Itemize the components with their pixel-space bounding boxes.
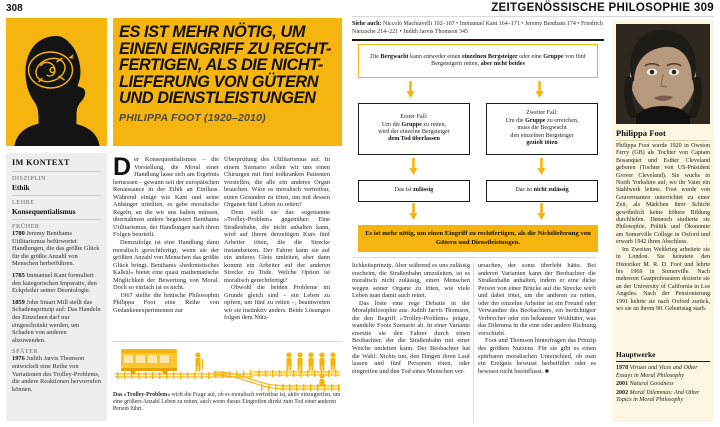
case-right-line1-post: zu erreichen, [545, 117, 579, 124]
body-paragraph: Obwohl die beiden Probleme im Grunde gleich sind – ein Leben zu opfern, um fünf zu retten –, beantworten wir sie instinktiv anders. Beide Lösungen folgen dem Nütz- [224, 284, 330, 322]
body-column-1 [113, 153, 219, 341]
body-paragraph: 1967 stellte die britische Philosophin Philippa Foot eine Reihe von Gedankenexperimenten zur [113, 291, 219, 314]
timeline-text: Immanuel Kant formuliert den kategorischen Imperativ, den Eckpfeiler seiner Deontologie. [12, 271, 97, 295]
biography-name: Philippa Foot [616, 128, 666, 138]
sidebar-label-lehre: LEHRE [12, 199, 35, 206]
diagram-conclusion-box [358, 225, 598, 252]
timeline-later [12, 355, 101, 393]
timeline-earlier [12, 230, 101, 344]
head-silhouette-icon [6, 18, 107, 146]
result-left-bold: zulässig [412, 187, 434, 194]
drop-cap: D [113, 153, 132, 181]
timeline-text: John Stuart Mill stellt das Schadensprinzip auf: Das Handeln des Einzelnen darf nur eingeschränkt werden, um Schaden von anderen abzuwenden. [12, 298, 101, 344]
work-year: 2001 [616, 381, 629, 387]
body-paragraph: Demzufolge ist eine Handlung dann moralisch gerechtfertigt, wenn sie der größten Anzahl von Menschen das größte Glück bringt. Benthams »hedonistisches Kalkül« bietet eine quasi mathematische Möglichkeit der Bewertung von Moral. Doch so einfach ist es nicht. [113, 239, 219, 292]
premise-text: oder eine [517, 53, 544, 60]
timeline-entry [12, 299, 101, 345]
arrow-down-icon [409, 158, 418, 176]
arrow-down-icon [537, 203, 546, 221]
premise-emphasis: aber nicht beides [480, 61, 525, 67]
header-divider [352, 16, 714, 17]
work-item [616, 390, 710, 405]
arrow-down-icon [409, 203, 418, 221]
title-subtitle: PHILIPPA FOOT (1920–2010) [119, 111, 266, 124]
body-paragraph: Überprüfung des Utilitarismus auf. In einem Szenario sollen wir uns einen Chirurgen mit fünf todkranken Patienten vorstellen, die alle ein anderes Organ brauchen. Wäre es moralisch vertretbar, einen Gesunden zu töten, um mit dessen Organen fünf Leben zu retten? [224, 156, 330, 209]
body-column-2 [224, 156, 330, 341]
works-title: Hauptwerke [616, 350, 656, 359]
title-block [119, 24, 338, 124]
timeline-entry [12, 230, 101, 268]
biography-paragraph: Im Zweiten Weltkrieg arbeitete sie in London. Sie heiratete den Historiker M. R. D. Foot und lehrte bis 1969 in Somerville. Nach mehreren Gastprofessuren dozierte sie an der University of California in Los Angeles. Nach der Pensionierung 1991 kehrte sie nach Oxford zurück, wo sie an ihrem 90. Geburtstag starb. [616, 246, 710, 312]
divider [113, 341, 342, 342]
timeline-text: Judith Jarvis Thomson entwickelt eine Reihe von Variationen des Trolley-Problems, die andere Reaktionen hervorrufen können. [12, 355, 101, 393]
sidebar-label-disziplin: DISZIPLIN [12, 175, 47, 182]
timeline-year: 1785 [12, 271, 25, 279]
case-left-line3: dem Tod überlassen [388, 136, 440, 143]
result-right-bold: nicht zulässig [533, 187, 569, 194]
result-left-pre: Das ist [394, 187, 413, 194]
premise-text: von fünf Bergsteigern retten, [431, 53, 586, 67]
premise-text: Die [370, 53, 381, 60]
biography-text [616, 143, 710, 313]
diagram-case-right [486, 103, 598, 155]
premise-emphasis: Gruppe [543, 53, 564, 60]
diagram-conclusion-text: Es ist mehr nötig, um einen Eingriff zu rechtfertigen, als die Nichtlieferung von Gütern und Dienstleistungen. [365, 230, 591, 246]
work-title: Moral Dilemmas: And Other Topics in Moral Philosophy [616, 389, 700, 403]
column-divider [473, 262, 474, 422]
head-illustration [6, 18, 107, 146]
case-right-line3: den einzelnen Bergsteiger [510, 132, 574, 139]
sidebar-label-frueher: FRÜHER [12, 223, 40, 230]
portrait-image [616, 24, 710, 124]
flow-diagram [352, 44, 604, 252]
sidebar-value-disziplin: Ethik [12, 183, 30, 192]
trolley-problem-diagram-icon [113, 346, 342, 392]
body-paragraph: ursachen, der sonst überlebt hätte. Bei anderen Varianten kann der Beobachter die Straßenbahn anhalten, indem er eine dicke Person von einer Brücke auf die Strecke wirft und dabei tötet, um die anderen zu retten, oder der einzelne Arbeiter ist ein Freund oder Verwandter des Beobachters, ein berüchtigter Verbrecher oder ein bekannter Wohltäter, was das Dilemma in die eine oder andere Richtung verschiebt. [478, 262, 596, 337]
trolley-caption [113, 392, 342, 413]
case-right-label: Zweiter Fall: [526, 110, 558, 117]
premise-emphasis: einzelnen Bergsteiger [461, 53, 518, 60]
divider [616, 140, 710, 141]
case-left-line1-pre: Um die [381, 121, 402, 128]
case-right-line4: gezielt töten [526, 140, 558, 147]
caption-text: wirft die Frage auf, ob es moralisch vertretbar ist, aktiv einzugreifen, um eine größere Anzahl Leben zu retten, auch wenn dieses Eingreifen direkt zum Tod einer anderen Person führt. [113, 392, 341, 412]
page-number-right: 309 [693, 2, 714, 14]
case-right-line1-pre: Um die [505, 117, 526, 124]
diagram-result-left [358, 180, 470, 202]
timeline-entry [12, 355, 101, 393]
tram-icon [121, 349, 177, 375]
divider [616, 361, 710, 362]
sidebar-value-lehre: Konsequentialismus [12, 207, 76, 216]
section-header [491, 2, 714, 14]
context-sidebar [6, 153, 107, 421]
work-year: 1978 [616, 365, 629, 371]
divider [12, 195, 101, 196]
case-left-line1-post: zu retten, [421, 121, 447, 128]
case-right-line1-bold: Gruppe [525, 117, 546, 124]
lone-worker-figure [195, 352, 203, 371]
page-number-left: 308 [6, 3, 23, 14]
case-right-line2: muss die Bergwacht [517, 125, 567, 132]
premise-emphasis: Bergwacht [380, 53, 409, 60]
body-paragraph: Der Konsequentialismus – die Vorstellung, die Moral einer Handlung lasse sich am Ergebnis bemessen – gewann seit der europäischen Renaissance in der Ethik an Einfluss. Während einige wie Kant und seine Anhänger urteilten, es gebe moralische Regeln, an die wir uns halten müssen, übernahmen andere begeistert Benthams Utilitarismus, der Handlungen nach ihren Folgen beurteilt. [113, 153, 219, 239]
work-title: Natural Goodness [628, 381, 674, 387]
see-also [352, 20, 604, 36]
diagram-case-left [358, 103, 470, 155]
timeline-text: Jeremy Benthams Utilitarismus befürwortet Handlungen, die das größte Glück für die größte Anzahl von Menschen herbeiführen. [12, 230, 100, 268]
case-left-line2: wird der einzelne Bergsteiger [378, 129, 450, 135]
case-left-line1-bold: Gruppe [401, 121, 422, 128]
trolley-illustration [113, 346, 342, 392]
page-title: ES IST MEHR NÖTIG, UM EINEN EINGRIFF ZU RECHT-FERTIGEN, ALS DIE NICHT-LIEFERUNG VON GÜTERN UND DIENSTLEISTUNGEN [119, 23, 332, 108]
body-paragraph: Dem stellt sie das sogenannte »Trolley-Problem« gegenüber: Eine Straßenbahn, die nicht anhalten kann, wird auf ihrem derzeitigen Kurs fünf Arbeiter töten, die die Strecke instandsetzen. Der Fahrer kann sie auf ein anderes Gleis umleiten, aber dann kommt ein Arbeiter auf der anderen Strecke zu Tode. Welche Option ist moralisch gerechtfertigt? [224, 208, 330, 284]
single-worker-branch [319, 373, 324, 386]
diagram-result-right [486, 180, 598, 202]
see-also-entries: Niccolò Machiavelli 102–107 • Immanuel Kant 164–171 • Jeremy Bentham 174 • Friedrich Nietzsche 214–221 • Judith Jarvis Thomson 345 [352, 21, 603, 35]
timeline-entry [12, 272, 101, 295]
sidebar-label-spaeter: SPÄTER [12, 348, 39, 356]
arrow-down-icon [537, 158, 546, 176]
body-paragraph: lichkeitsprinzip. Aber während es uns zulässig erscheint, die Straßenbahn umzuleiten, ist es moralisch nicht zulässig, einen Menschen wegen seiner Organe zu töten, wie viele Leben man damit auch rettet. [352, 262, 470, 300]
timeline-year: 1859 [12, 298, 25, 306]
body-column-4 [478, 262, 596, 424]
arrow-down-icon [535, 81, 544, 99]
body-paragraph: Foot und Thomson hinterfragen das Prinzip des größten Nutzens. Für sie gibt es einen spürbaren moralischen Unterschied, ob man ein Ereignis bewusst herbeiführt oder es bewusst nicht beeinflusst. ■ [478, 337, 596, 375]
worker-group-five [286, 352, 335, 370]
body-column-3 [352, 262, 470, 424]
timeline-year: 1780 [12, 230, 25, 237]
work-item [616, 381, 710, 389]
biography-paragraph: Philippa Foot wurde 1920 in Owston Ferry (GB) als Tochter von Captain Bosanquet und Esther Cleveland geboren (Tochter von US-Präsident Grover Cleveland). Sie wuchs in North Yorkshire auf, wo ihr Vater ein Stahlwerk leitete. Foot wurde von Gouvernanten unterrichtet zu einer Zeit, als Mädchen ihrer Schicht gewöhnlich keine höhere Bildung durchliefen. Dennoch studierte sie Philosophie, Politik und Ökonomie am Somerville College in Oxford und erwarb 1942 ihren Abschluss. [616, 143, 710, 246]
work-item [616, 365, 710, 380]
sidebar-title: IM KONTEXT [12, 158, 70, 167]
body-paragraph: Das löste eine rege Debatte in der Moralphilosophie aus. Judith Jarvis Thomson, die den Begriff »Trolley-Problem« prägte, wandelte Foots Szenario ab. In einer Variante ersetzte sie den Fahrer durch einen Beobachter, der die Straßenbahn mit einer Weiche umleiten kann. Der Beobachter hat die Wahl: Nichts tun, den Dingen ihren Lauf lassen und fünf Personen töten, oder eingreifen und den Tod eines Menschen ver- [352, 299, 470, 375]
timeline-year: 1976 [12, 355, 25, 363]
caption-lead: Das »Trolley-Problem« [113, 392, 171, 398]
case-left-label: Erster Fall: [400, 114, 428, 121]
work-year: 2002 [616, 389, 629, 396]
diagram-premise-box [358, 44, 598, 78]
section-title: ZEITGENÖSSISCHE PHILOSOPHIE [491, 2, 691, 14]
result-right-pre: Das ist [515, 187, 534, 194]
divider [352, 257, 596, 258]
divider [12, 219, 101, 220]
works-list [616, 365, 710, 406]
philippa-foot-portrait [616, 24, 710, 124]
premise-text: kann entweder einen [408, 53, 462, 60]
divider [12, 171, 101, 172]
see-also-label: Siehe auch: [352, 21, 382, 27]
arrow-down-icon [406, 81, 415, 99]
work-title: Virtues and Vices and Other Essays in Moral Philosophy [616, 365, 698, 379]
divider [352, 39, 604, 41]
